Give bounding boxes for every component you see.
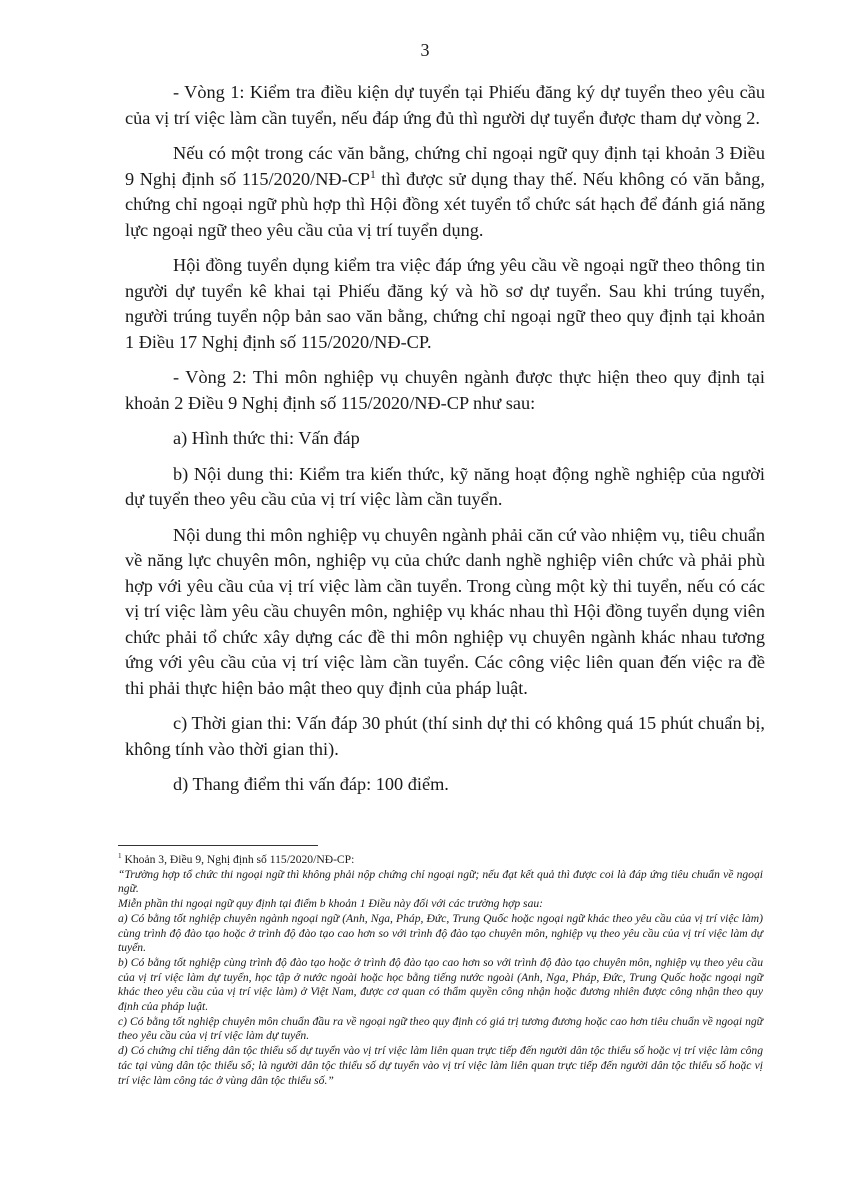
paragraph-exam-time: c) Thời gian thi: Vấn đáp 30 phút (thí sinh dự thi có không quá 15 phút chuẩn bị, không tính vào thời gian thi). [125,713,765,759]
footnote-line: b) Có bằng tốt nghiệp cùng trình độ đào tạo hoặc ở trình độ đào tạo cao hơn so với trình độ đào tạo chuyên môn, nghiệp vụ theo yêu cầu của vị trí việc làm dự tuyển, học tập ở nước ngoài hoặc học bằng tiếng nước ngoài (Anh, Nga, Pháp, Đức, Trung Quốc hoặc ngoại ngữ khác theo yêu cầu của vị trí việc làm) ở Việt Nam, được cơ quan có thẩm quyền công nhận hoặc đương nhiên được công nhận theo quy định của pháp luật. [118,955,763,1014]
paragraph-round-1: - Vòng 1: Kiểm tra điều kiện dự tuyển tại Phiếu đăng ký dự tuyển theo yêu cầu của vị trí việc làm cần tuyển, nếu đáp ứng đủ thì người dự tuyển được tham dự vòng 2. [125,82,765,128]
paragraph-language-check: Hội đồng tuyển dụng kiểm tra việc đáp ứng yêu cầu về ngoại ngữ theo thông tin người dự tuyển kê khai tại Phiếu đăng ký và hồ sơ dự tuyển. Sau khi trúng tuyển, người trúng tuyển nộp bản sao văn bằng, chứng chỉ ngoại ngữ theo quy định tại khoản 1 Điều 17 Nghị định số 115/2020/NĐ-CP. [125,255,765,352]
paragraph-2-tail: thì được sử dụng thay thế. Nếu không có văn bằng, chứng chỉ ngoại ngữ phù hợp thì Hội đồng xét tuyển tổ chức sát hạch để đánh giá năng lực ngoại ngữ theo yêu cầu của vị trí tuyển dụng. [125,168,765,240]
paragraph-exam-content-detail: Nội dung thi môn nghiệp vụ chuyên ngành phải căn cứ vào nhiệm vụ, tiêu chuẩn về năng lực chuyên môn, nghiệp vụ của chức danh nghề nghiệp viên chức và phải phù hợp với yêu cầu của vị trí việc làm cần tuyển. Trong cùng một kỳ thi tuyển, nếu có các vị trí việc làm yêu cầu chuyên môn, nghiệp vụ khác nhau thì Hội đồng tuyển dụng viên chức phải tổ chức xây dựng các đề thi môn nghiệp vụ chuyên ngành khác nhau tương ứng với yêu cầu của vị trí việc làm cần tuyển. Các công việc liên quan đến việc ra đề thi phải thực hiện bảo mật theo quy định của pháp luật. [125,524,765,698]
footnote-heading [118,853,763,868]
footnote-divider [118,845,318,846]
footnote-heading-text: Khoản 3, Điều 9, Nghị định số 115/2020/NĐ-CP: [124,853,355,866]
paragraph-round-2: - Vòng 2: Thi môn nghiệp vụ chuyên ngành được thực hiện theo quy định tại khoản 2 Điều 9 Nghị định số 115/2020/NĐ-CP như sau: [125,367,765,413]
footnote-line: “Trường hợp tổ chức thi ngoại ngữ thì không phải nộp chứng chỉ ngoại ngữ; nếu đạt kết quả thì được coi là đáp ứng tiêu chuẩn về ngoại ngữ. [118,867,763,896]
paragraph-2-head: Nếu có một trong các văn bằng, chứng chỉ ngoại ngữ quy định tại khoản 3 Điều 9 Nghị định số 115/2020/NĐ-CP [125,143,765,189]
footnote-marker: 1 [118,852,122,861]
footnote-reference: 1 [370,168,376,181]
paragraph-exam-content: b) Nội dung thi: Kiểm tra kiến thức, kỹ năng hoạt động nghề nghiệp của người dự tuyển theo yêu cầu của vị trí việc làm cần tuyển. [125,463,765,509]
footnote-line: a) Có bằng tốt nghiệp chuyên ngành ngoại ngữ (Anh, Nga, Pháp, Đức, Trung Quốc hoặc ngoại ngữ khác theo yêu cầu của vị trí việc làm) cùng trình độ đào tạo hoặc ở trình độ đào tạo cao hơn so với trình độ đào tạo chuyên môn, nghiệp vụ theo yêu cầu của vị trí việc làm dự tuyển. [118,911,763,955]
footnote [118,853,763,1088]
footnote-line: d) Có chứng chỉ tiếng dân tộc thiểu số dự tuyển vào vị trí việc làm liên quan trực tiếp đến người dân tộc thiểu số hoặc vị trí việc làm công tác tại vùng dân tộc thiểu số; là người dân tộc thiểu số dự tuyển vào vị trí việc làm liên quan trực tiếp đến người dân tộc thiểu số hoặc vị trí việc làm công tác ở vùng dân tộc thiểu số.” [118,1044,763,1087]
paragraph-exam-score: d) Thang điểm thi vấn đáp: 100 điểm. [173,774,449,794]
footnote-line: c) Có bằng tốt nghiệp chuyên môn chuẩn đầu ra về ngoại ngữ theo quy định có giá trị tương đương hoặc cao hơn tiêu chuẩn về ngoại ngữ theo yêu cầu của vị trí việc làm dự tuyển. [118,1014,763,1043]
paragraph-foreign-language-certificates [125,141,765,243]
footnote-line: Miễn phần thi ngoại ngữ quy định tại điểm b khoản 1 Điều này đối với các trường hợp sau: [118,897,544,911]
paragraph-exam-form: a) Hình thức thi: Vấn đáp [173,428,360,448]
page-number: 3 [420,40,430,60]
body-text [125,80,765,808]
